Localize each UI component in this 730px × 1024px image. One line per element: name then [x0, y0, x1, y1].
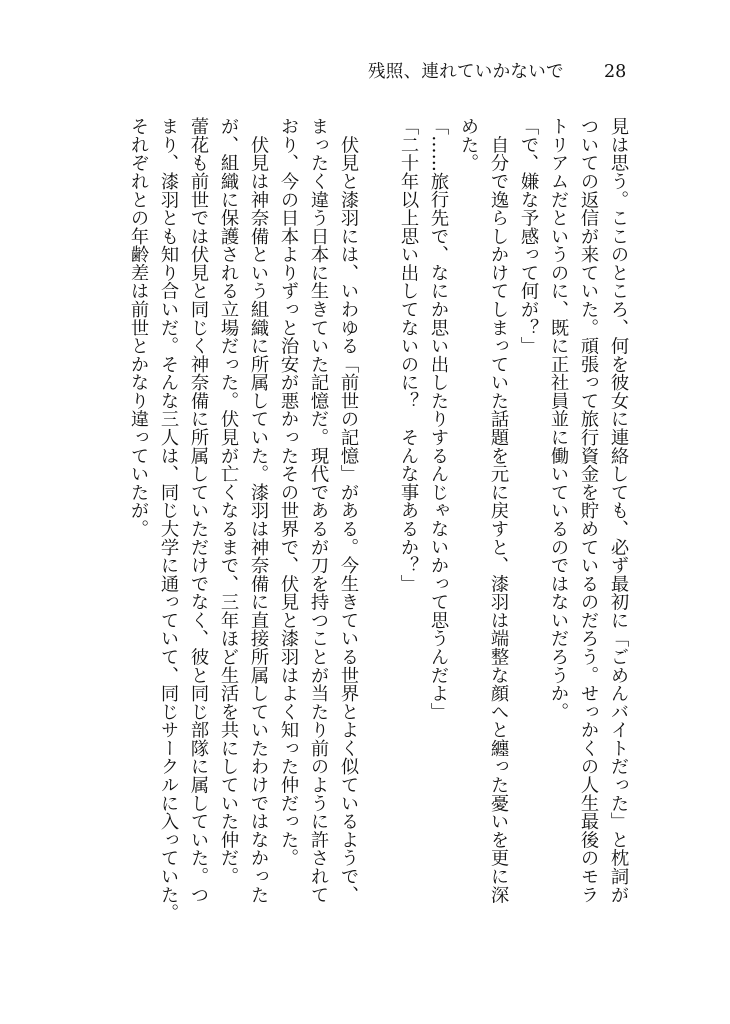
page-number: 28: [604, 62, 627, 82]
text-line: 蕾花も前世では伏見と同じく神奈備に所属していただけでなく、彼と同じ部隊に属していた。つ: [188, 117, 209, 904]
scene-break: [363, 117, 393, 937]
text-line: まり、漆羽とも知り合いだ。そんな三人は、同じ大学に通っていて、同じサークルに入っていた。: [158, 117, 179, 922]
text-line: おり、今の日本よりずっと治安が悪かったその世界で、伏見と漆羽はよく知った仲だった。: [278, 117, 299, 867]
text-line: それぞれとの年齢差は前世とかなり違っていたが。: [128, 117, 149, 538]
body-text: [123, 117, 633, 937]
text-line: ついての返信が来ていた。頑張って旅行資金を貯めているのだろう。せっかくの人生最後のモラ: [578, 117, 599, 904]
text-line: まったく違う日本に生きていた記憶だ。現代であるが刀を持つことが当たり前のように許されて: [308, 117, 329, 904]
text-line: 自分で逸らしかけてしまっていた話題を元に戻すと、漆羽は端整な顔へと纏った憂いを更に深: [488, 117, 509, 904]
text-line: が、組織に保護される立場だった。伏見が亡くなるまで、三年ほど生活を共にしていた仲だ。: [218, 117, 239, 886]
text-line: 伏見と漆羽には、いわゆる「前世の記憶」がある。今生きている世界とよく似ているようで、: [338, 117, 359, 904]
running-head-title: 残照、連れていかないで: [368, 62, 564, 82]
dialogue-line: 「……旅行先で、なにか思い出したりするんじゃないかって思うんだよ」: [428, 117, 449, 721]
text-line: トリアムだというのに、既に正社員並に働いているのではないだろうか。: [548, 117, 569, 721]
text-line: めた。: [458, 117, 479, 172]
text-line: 見は思う。ここのところ、何を彼女に連絡しても、必ず最初に「ごめんバイトだった」と枕詞が: [608, 117, 629, 904]
dialogue-line: 「で、嫌な予感って何が？」: [518, 117, 539, 355]
text-line: 伏見は神奈備という組織に所属していた。漆羽は神奈備に直接所属していたわけではなかった: [248, 117, 269, 904]
section-2: [123, 117, 363, 937]
dialogue-line: 「二十年以上思い出してないのに？ そんな事あるか？」: [398, 117, 419, 593]
section-1: [393, 117, 633, 937]
